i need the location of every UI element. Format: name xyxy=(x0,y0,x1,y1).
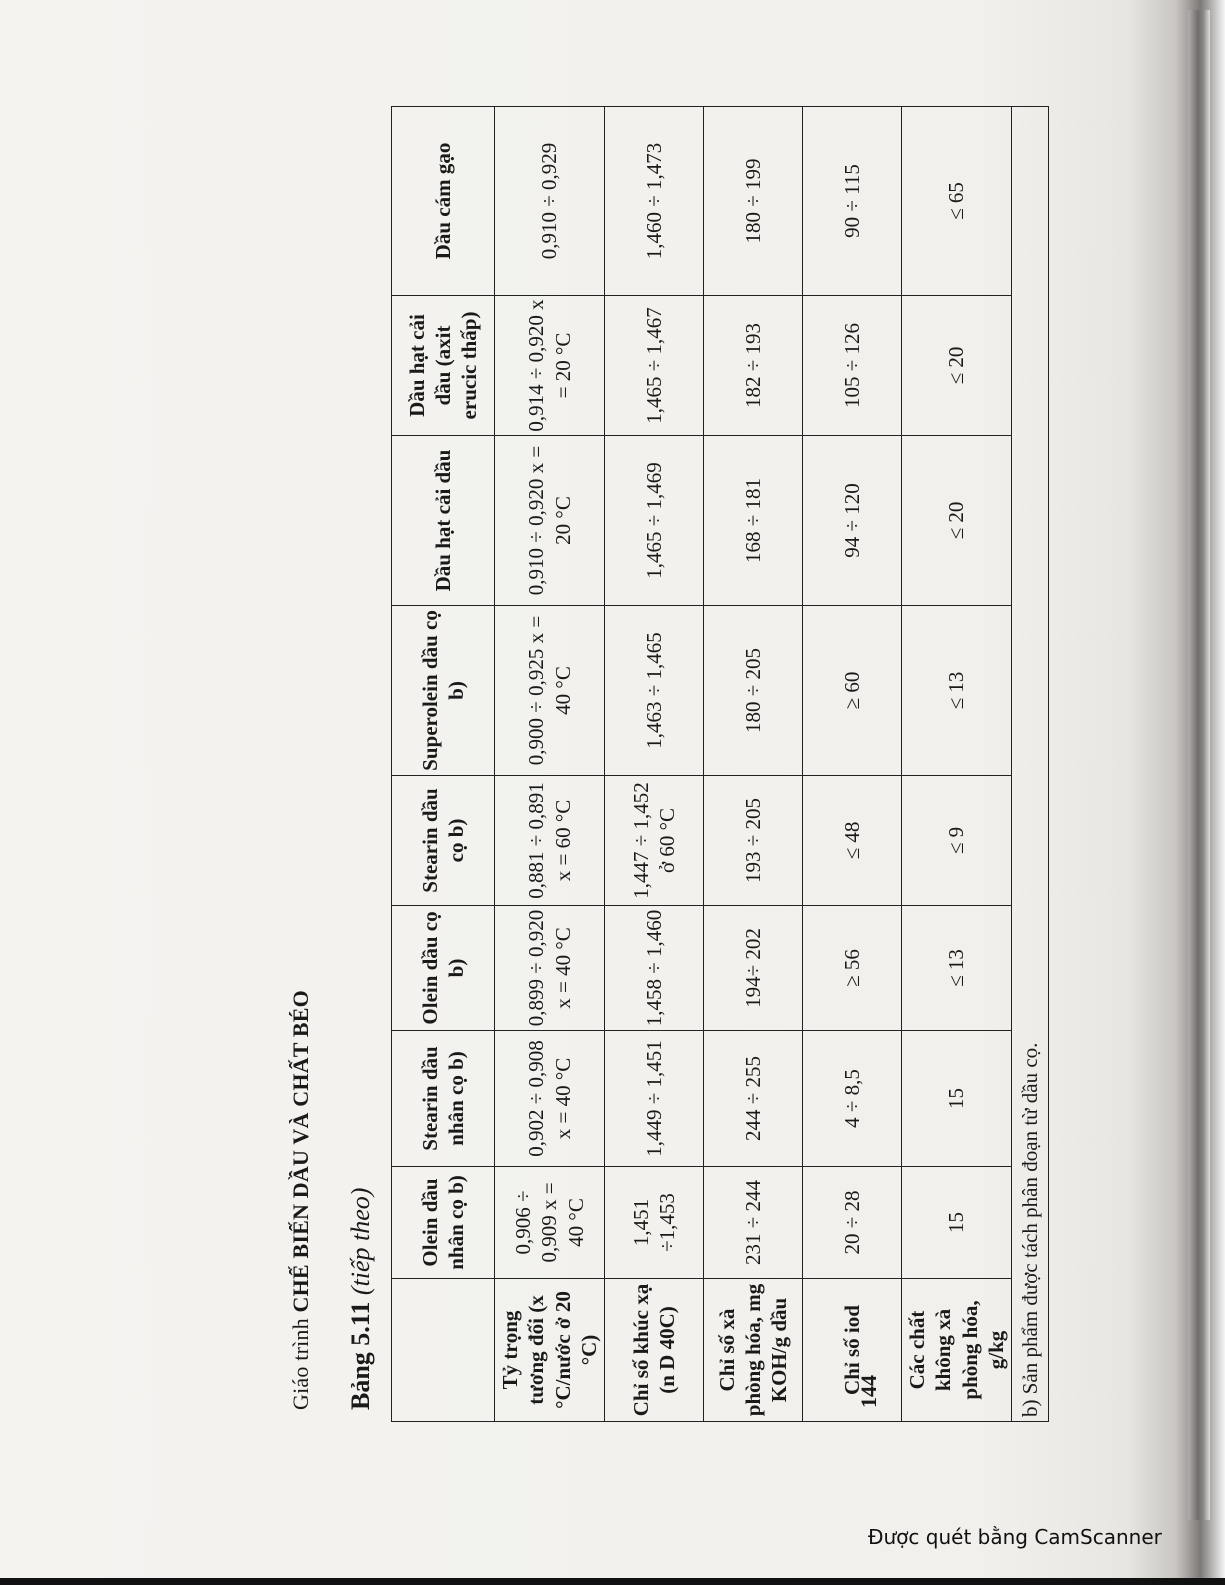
row-label: Chỉ số xà phòng hóa, mg KOH/g dầu xyxy=(704,1279,803,1422)
table-cell: 4 ÷ 8,5 xyxy=(803,1031,902,1167)
row-label: Tỷ trọng tương đối (x °C/nước ở 20 °C) xyxy=(495,1279,605,1422)
row-label: Chỉ số khúc xạ (n D 40C) xyxy=(605,1279,704,1422)
table-cell: 94 ÷ 120 xyxy=(803,436,902,606)
column-header: Dầu cám gạo xyxy=(392,107,495,296)
table-note: (tiếp theo) xyxy=(346,1187,375,1296)
column-header: Olein dầu cọ b) xyxy=(392,906,495,1031)
table-cell: 90 ÷ 115 xyxy=(803,107,902,296)
table-cell: 0,914 ÷ 0,920 x = 20 °C xyxy=(495,296,605,436)
table-cell: 0,881 ÷ 0,891 x = 60 °C xyxy=(495,776,605,906)
table-cell: ≤ 20 xyxy=(902,436,1012,606)
table-cell: ≤ 13 xyxy=(902,906,1012,1031)
table-cell: 0,902 ÷ 0,908 x = 40 °C xyxy=(495,1031,605,1167)
table-cell: 15 xyxy=(902,1167,1012,1279)
table-cell: ≤ 9 xyxy=(902,776,1012,906)
table-cell: 168 ÷ 181 xyxy=(704,436,803,606)
running-header xyxy=(288,990,314,1410)
table-cell: 182 ÷ 193 xyxy=(704,296,803,436)
table-cell: ≥ 56 xyxy=(803,906,902,1031)
table-cell: 1,465 ÷ 1,467 xyxy=(605,296,704,436)
column-header: Stearin dầu nhân cọ b) xyxy=(392,1031,495,1167)
table-cell: 1,449 ÷ 1,451 xyxy=(605,1031,704,1167)
scanner-watermark: Được quét bằng CamScanner xyxy=(868,1525,1162,1549)
table-cell: 105 ÷ 126 xyxy=(803,296,902,436)
table-row xyxy=(902,107,1012,1422)
table-cell: 244 ÷ 255 xyxy=(704,1031,803,1167)
table-row xyxy=(495,107,605,1422)
bottom-border xyxy=(0,1578,1225,1585)
table-cell: 1,465 ÷ 1,469 xyxy=(605,436,704,606)
table-row xyxy=(704,107,803,1422)
table-cell: 231 ÷ 244 xyxy=(704,1167,803,1279)
table-cell: 0,910 ÷ 0,929 xyxy=(495,107,605,296)
table-footnote-row xyxy=(1012,107,1049,1422)
table-cell: 0,910 ÷ 0,920 x = 20 °C xyxy=(495,436,605,606)
column-header: Stearin dầu cọ b) xyxy=(392,776,495,906)
table-cell: 193 ÷ 205 xyxy=(704,776,803,906)
table-cell: 0,906 ÷ 0,909 x = 40 °C xyxy=(495,1167,605,1279)
row-label: Chỉ số iod xyxy=(803,1279,902,1422)
table-cell: ≤ 13 xyxy=(902,606,1012,776)
table-label: Bảng 5.11 xyxy=(346,1301,375,1410)
properties-table xyxy=(391,106,1049,1422)
header-prefix: Giáo trình xyxy=(288,1318,313,1410)
table-cell: 0,899 ÷ 0,920 x = 40 °C xyxy=(495,906,605,1031)
column-header xyxy=(392,1279,495,1422)
page-edge-shadow xyxy=(1188,10,1210,1520)
table-cell: 20 ÷ 28 xyxy=(803,1167,902,1279)
table-caption xyxy=(346,1188,376,1410)
table-cell: ≤ 65 xyxy=(902,107,1012,296)
page-number: 144 xyxy=(856,1375,881,1408)
table-cell: 180 ÷ 205 xyxy=(704,606,803,776)
row-label: Các chất không xà phòng hóa, g/kg xyxy=(902,1279,1012,1422)
table-cell: 0,900 ÷ 0,925 x = 40 °C xyxy=(495,606,605,776)
table-cell: 1,447 ÷ 1,452 ở 60 °C xyxy=(605,776,704,906)
table-cell: 15 xyxy=(902,1031,1012,1167)
table-cell: 180 ÷ 199 xyxy=(704,107,803,296)
column-header: Dầu hạt cải dầu (axit erucic thấp) xyxy=(392,296,495,436)
column-header: Olein dầu nhân cọ b) xyxy=(392,1167,495,1279)
table-cell: 1,460 ÷ 1,473 xyxy=(605,107,704,296)
table-row xyxy=(605,107,704,1422)
table-cell: ≥ 60 xyxy=(803,606,902,776)
rotated-page-content xyxy=(228,130,1042,1450)
table-row xyxy=(803,107,902,1422)
table-cell: 1,451 ÷1,453 xyxy=(605,1167,704,1279)
table-footnote: b) Sản phẩm được tách phân đoạn từ dầu cọ. xyxy=(1012,107,1049,1422)
header-book-title: CHẾ BIẾN DẦU VÀ CHẤT BÉO xyxy=(288,990,313,1313)
table-cell: ≤ 20 xyxy=(902,296,1012,436)
table-header-row xyxy=(392,107,495,1422)
table-cell: 194÷ 202 xyxy=(704,906,803,1031)
table-cell: 1,458 ÷ 1,460 xyxy=(605,906,704,1031)
column-header: Dầu hạt cải dầu xyxy=(392,436,495,606)
table-cell: 1,463 ÷ 1,465 xyxy=(605,606,704,776)
column-header: Superolein dầu cọ b) xyxy=(392,606,495,776)
table-cell: ≤ 48 xyxy=(803,776,902,906)
